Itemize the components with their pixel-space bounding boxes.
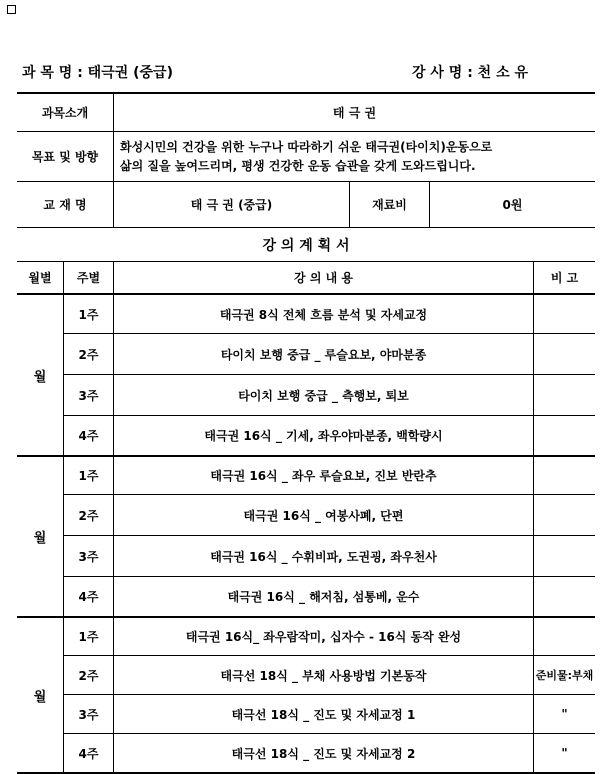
instructor-title [412, 62, 528, 82]
content-cell: 태극권 16식 _ 기세, 좌우야마분종, 백학량시 [114, 416, 534, 455]
month-group-2 [17, 457, 595, 618]
instructor-label: 강 사 명 : [412, 65, 478, 81]
content-cell: 태극권 16식 _ 좌우 루슬요보, 진보 반란추 [114, 457, 534, 494]
content-cell: 태극권 16식 _ 해저침, 섬통베, 운수 [114, 577, 534, 616]
plan-title: 강 의 계 획 서 [262, 237, 350, 254]
course-name: 태극권 (중급) [87, 65, 173, 81]
table-row [64, 695, 595, 734]
content-cell: 태극권 16식_ 좌우람작미, 십자수 - 16식 동작 완성 [114, 618, 534, 655]
table-row [64, 577, 595, 616]
content-cell: 태극선 18식 _ 부채 사용방법 기본동작 [114, 656, 534, 694]
goal-line-1: 화성시민의 건강을 위한 누구나 따라하기 쉬운 태극권(타이치)운동으로 [120, 139, 493, 154]
month-group-3 [17, 618, 595, 774]
textbook-label: 교 재 명 [17, 182, 114, 227]
plan-title-row [17, 228, 595, 262]
note-cell [534, 536, 595, 576]
week-cell: 4주 [64, 734, 114, 772]
instructor-name: 천 소 유 [477, 65, 528, 81]
week-cell: 1주 [64, 457, 114, 494]
week-cell: 4주 [64, 577, 114, 616]
table-row [64, 295, 595, 334]
table-row [64, 334, 595, 375]
note-cell [534, 457, 595, 494]
intro-label: 과목소개 [17, 94, 114, 131]
week-cell: 1주 [64, 295, 114, 333]
month-label: 월 [17, 295, 64, 455]
note-cell [534, 618, 595, 655]
note-cell [534, 334, 595, 374]
content-cell: 태극선 18식 _ 진도 및 자세교정 1 [114, 695, 534, 733]
note-cell: " [561, 707, 568, 721]
week-cell: 3주 [64, 536, 114, 576]
content-cell: 태극권 16식 _ 여봉사폐, 단편 [114, 495, 534, 535]
fee-value: 0원 [502, 198, 523, 212]
week-cell: 2주 [64, 334, 114, 374]
course-title [22, 62, 173, 82]
goal-label: 목표 및 방향 [17, 132, 114, 181]
col-note: 비 고 [550, 271, 579, 285]
note-cell [534, 295, 595, 333]
content-cell: 태극권 16식 _ 수휘비파, 도권굉, 좌우천사 [114, 536, 534, 576]
note-cell [534, 375, 595, 415]
table-row [64, 457, 595, 495]
note-cell: 준비물:부채 [535, 669, 594, 682]
week-cell: 2주 [64, 656, 114, 694]
note-cell [534, 577, 595, 616]
week-cell: 3주 [64, 375, 114, 415]
column-header-row [17, 262, 595, 295]
goal-row [17, 132, 595, 182]
week-cell: 1주 [64, 618, 114, 655]
textbook-row [17, 182, 595, 228]
intro-value: 태 극 권 [332, 106, 377, 120]
table-row [64, 495, 595, 536]
col-content: 강 의 내 용 [114, 262, 534, 293]
syllabus-table [17, 92, 595, 774]
table-row [64, 734, 595, 772]
content-cell: 타이치 보행 중급 _ 루슬요보, 야마분종 [114, 334, 534, 374]
note-cell: " [561, 746, 568, 760]
fee-label: 재료비 [350, 182, 430, 227]
week-cell: 4주 [64, 416, 114, 455]
content-cell: 태극선 18식 _ 진도 및 자세교정 2 [114, 734, 534, 772]
table-row [64, 536, 595, 577]
week-cell: 2주 [64, 495, 114, 535]
table-row [64, 618, 595, 656]
note-cell [534, 416, 595, 455]
table-row [64, 656, 595, 695]
content-cell: 태극권 8식 전체 흐름 분석 및 자세교정 [114, 295, 534, 333]
week-cell: 3주 [64, 695, 114, 733]
course-label: 과 목 명 : [22, 65, 88, 81]
month-label: 월 [17, 618, 64, 772]
checkbox-marker [7, 5, 16, 14]
textbook-value: 태 극 권 (중급) [114, 182, 350, 227]
col-week: 주별 [64, 262, 114, 293]
month-group-1 [17, 295, 595, 457]
note-cell [534, 495, 595, 535]
goal-text [114, 132, 595, 181]
goal-line-2: 삶의 질을 높여드리며, 평생 건강한 운동 습관을 갖게 도와드립니다. [120, 158, 476, 173]
table-row [64, 375, 595, 416]
col-month: 월별 [17, 262, 64, 293]
intro-row [17, 92, 595, 132]
content-cell: 타이치 보행 중급 _ 측행보, 퇴보 [114, 375, 534, 415]
table-row [64, 416, 595, 455]
month-label: 월 [17, 457, 64, 616]
